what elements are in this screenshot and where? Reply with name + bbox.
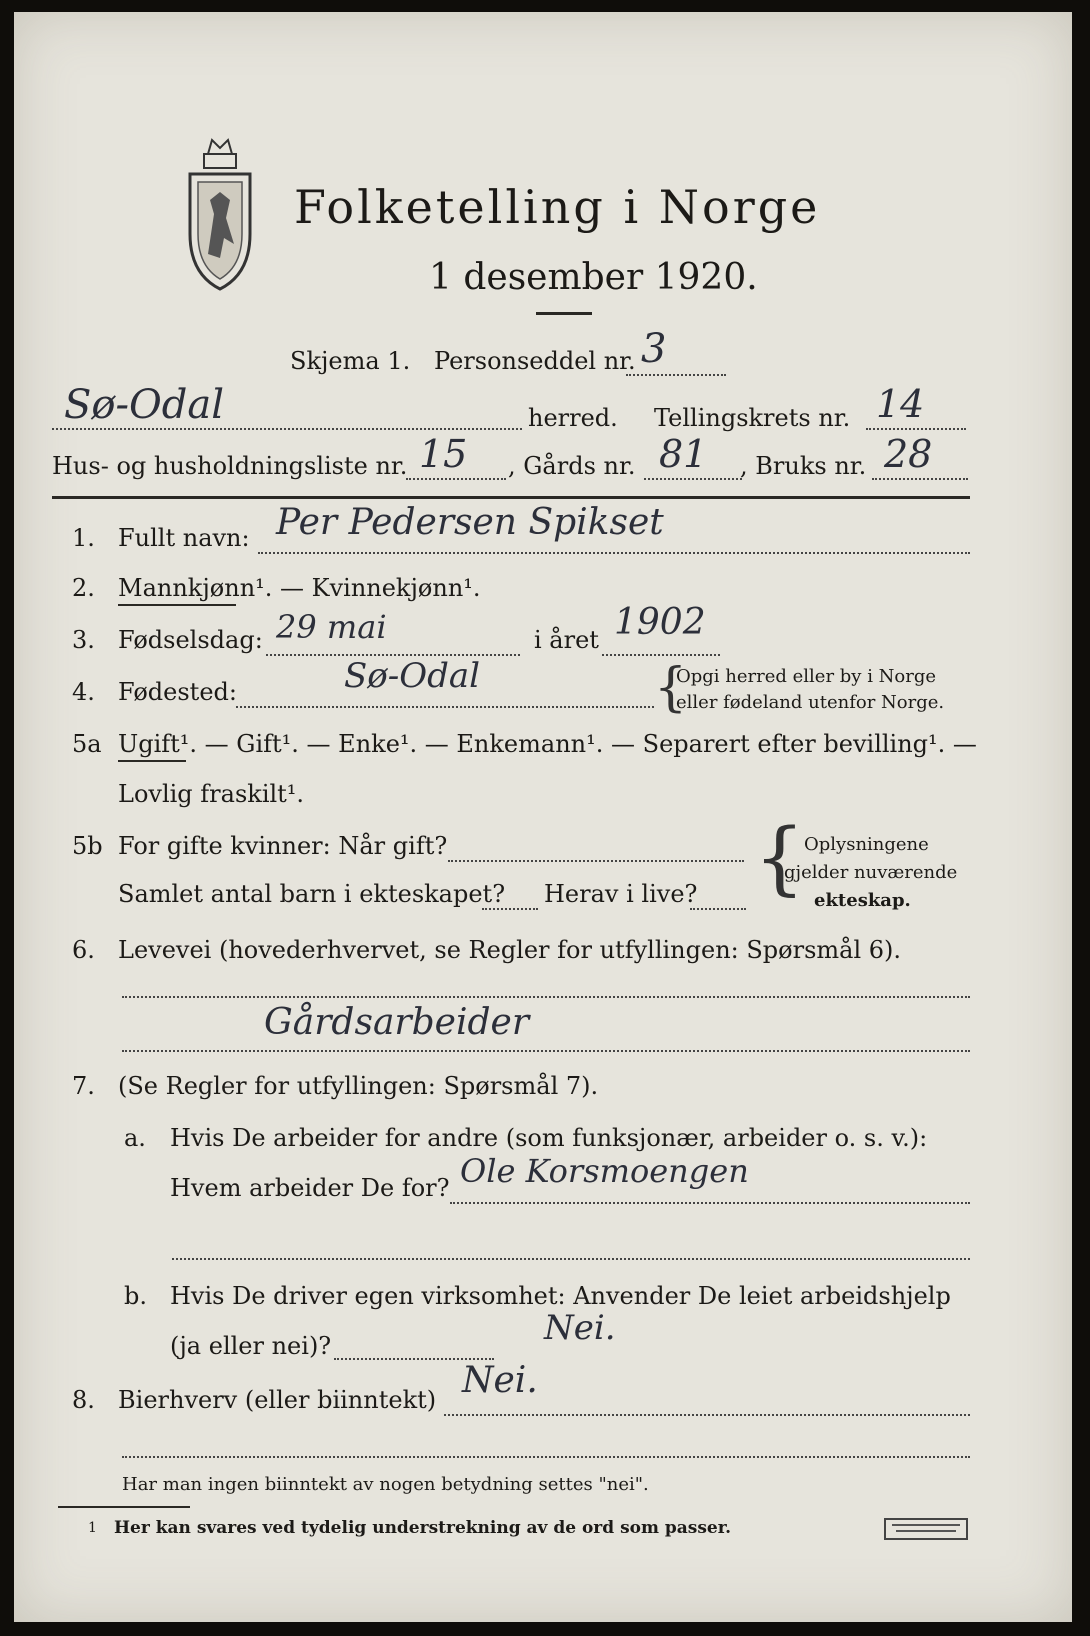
tellingskrets-label: Tellingskrets nr.: [654, 404, 851, 432]
children-count-line[interactable]: [482, 908, 538, 910]
children-count-label: Samlet antal barn i ekteskapet?: [118, 880, 506, 908]
birthplace-line: [236, 706, 654, 708]
full-name-value[interactable]: Per Pedersen Spikset: [276, 502, 664, 543]
q4-label: Fødested:: [118, 678, 237, 706]
side-income-value[interactable]: Nei.: [462, 1360, 538, 1401]
q7a-letter: a.: [124, 1124, 146, 1152]
census-date: 1 desember 1920.: [429, 257, 758, 298]
q7b-letter: b.: [124, 1282, 147, 1310]
tellingskrets-line: [866, 428, 966, 430]
hired-help-value[interactable]: Nei.: [544, 1308, 616, 1348]
birthplace-note-1: Opgi herred eller by i Norge: [676, 666, 937, 687]
occupation-label: Levevei (hovederhvervet, se Regler for utfyllingen: Spørsmål 6).: [118, 936, 902, 964]
marriage-note-1: Oplysningene: [804, 834, 929, 855]
side-income-label: Bierhverv (eller biinntekt): [118, 1386, 437, 1414]
gender-underline: [118, 604, 236, 606]
q3-label: Fødselsdag:: [118, 626, 263, 654]
marital-status-underline: [118, 760, 186, 762]
skjema-label: Skjema 1.: [290, 347, 411, 375]
children-alive-label: Herav i live?: [544, 880, 698, 908]
personseddel-line: [626, 374, 726, 376]
q2-number: 2.: [72, 574, 95, 602]
q5a-number: 5a: [72, 730, 102, 758]
hired-help-label: (ja eller nei)?: [170, 1332, 332, 1360]
marriage-note-2: gjelder nuværende: [784, 862, 958, 883]
form-title: Folketelling i Norge: [294, 180, 821, 234]
tellingskrets-value[interactable]: 14: [876, 382, 925, 426]
personseddel-label: Personseddel nr.: [434, 347, 636, 375]
herred-value[interactable]: Sø-Odal: [64, 382, 225, 428]
gards-line: [644, 478, 742, 480]
herred-label: herred.: [528, 404, 618, 432]
q3-number: 3.: [72, 626, 95, 654]
marital-status-options-2[interactable]: Lovlig fraskilt¹.: [118, 780, 305, 808]
full-name-line: [258, 552, 970, 554]
printer-stamp: [884, 1518, 968, 1540]
q7b-line1: Hvis De driver egen virksomhet: Anvender De leiet arbeidshjelp: [170, 1282, 951, 1310]
footnote-text: Her kan svares ved tydelig understrekning av de ord som passer.: [114, 1518, 732, 1538]
year-label: i året: [534, 626, 599, 654]
q6-number: 6.: [72, 936, 95, 964]
marital-status-options[interactable]: Ugift¹. — Gift¹. — Enke¹. — Enkemann¹. — Separert efter bevilling¹. —: [118, 730, 977, 758]
bruks-label: , Bruks nr.: [740, 452, 867, 480]
employer-label: Hvem arbeider De for?: [170, 1174, 450, 1202]
norway-coat-of-arms-icon: [180, 134, 260, 294]
birthplace-note-2: eller fødeland utenfor Norge.: [676, 692, 945, 713]
footnote-rule: [58, 1506, 190, 1508]
hus-value[interactable]: 15: [419, 432, 468, 476]
q7-label: (Se Regler for utfyllingen: Spørsmål 7).: [118, 1072, 599, 1100]
birth-year-value[interactable]: 1902: [614, 602, 706, 643]
gender-options[interactable]: Mannkjønn¹. — Kvinnekjønn¹.: [118, 574, 481, 602]
footnote-mark: 1: [88, 1520, 97, 1536]
employer-value[interactable]: Ole Korsmoengen: [460, 1152, 749, 1190]
occupation-value[interactable]: Gårdsarbeider: [264, 1002, 530, 1043]
birth-year-line: [602, 654, 720, 656]
q5b-number: 5b: [72, 832, 103, 860]
employer-line: [450, 1202, 970, 1204]
q1-number: 1.: [72, 524, 95, 552]
marriage-note-3: ekteskap.: [814, 890, 911, 911]
bruks-value[interactable]: 28: [884, 432, 933, 476]
q4-number: 4.: [72, 678, 95, 706]
children-alive-line[interactable]: [690, 908, 746, 910]
hus-line: [406, 478, 506, 480]
gards-value[interactable]: 81: [659, 432, 708, 476]
q8-number: 8.: [72, 1386, 95, 1414]
header-rule: [52, 496, 970, 499]
census-form: [14, 12, 1072, 1622]
married-when-line[interactable]: [448, 860, 744, 862]
q7a-line1: Hvis De arbeider for andre (som funksjonær, arbeider o. s. v.):: [170, 1124, 928, 1152]
birthplace-value[interactable]: Sø-Odal: [344, 656, 481, 696]
personseddel-value[interactable]: 3: [641, 326, 667, 372]
side-income-line-2: [122, 1456, 970, 1458]
q1-label: Fullt navn:: [118, 524, 250, 552]
married-when-label: For gifte kvinner: Når gift?: [118, 832, 448, 860]
herred-line: [52, 428, 522, 430]
side-income-line: [444, 1414, 970, 1416]
bruks-line: [872, 478, 968, 480]
q7-number: 7.: [72, 1072, 95, 1100]
birthplace-brace: {: [654, 658, 688, 718]
gards-label: , Gårds nr.: [508, 452, 636, 480]
marriage-brace: {: [754, 811, 805, 904]
occupation-line-1: [122, 996, 970, 998]
occupation-line-2: [122, 1050, 970, 1052]
hus-label: Hus- og husholdningsliste nr.: [52, 452, 408, 480]
birthday-value[interactable]: 29 mai: [276, 608, 387, 646]
employer-line-2: [172, 1258, 970, 1260]
no-income-note: Har man ingen biinntekt av nogen betydning settes "nei".: [122, 1474, 649, 1495]
title-divider: [536, 312, 592, 315]
